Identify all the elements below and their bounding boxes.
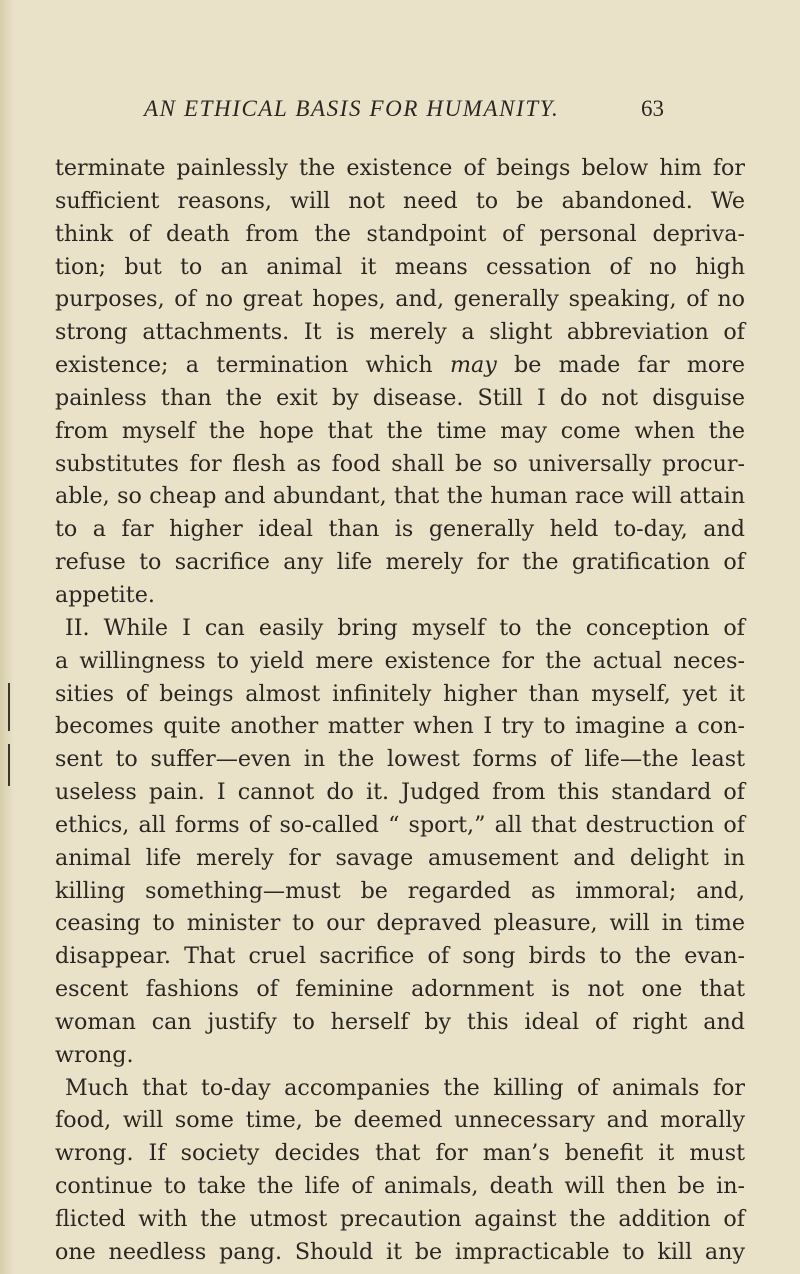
text-line: sities of beings almost infinitely higher than myself, yet it: [55, 680, 745, 707]
text-line: animal life merely for savage amusement and delight in: [55, 844, 745, 871]
text-line: appetite.: [55, 581, 155, 608]
text-line: killing something—must be regarded as immoral; and,: [55, 877, 745, 904]
text-line: substitutes for flesh as food shall be so universally procur-: [55, 450, 745, 477]
text-line: ethics, all forms of so-called “ sport,” all that destruction of: [55, 811, 745, 838]
text-line: strong attachments. It is merely a slight abbreviation of: [55, 319, 745, 346]
text-line: continue to take the life of animals, death will then be in-: [55, 1173, 745, 1200]
text-line: disappear. That cruel sacrifice of song birds to the evan-: [55, 943, 745, 970]
running-head: AN ETHICAL BASIS FOR HUMANITY.: [144, 96, 560, 121]
emphasis-word: may: [449, 352, 497, 379]
text-line: refuse to sacrifice any life merely for the gratification of: [55, 549, 745, 576]
text-segment: existence; a termination which: [55, 352, 450, 379]
body-text: [55, 152, 745, 1269]
text-line: sent to suffer—even in the lowest forms of life—the least: [55, 746, 745, 773]
text-line: woman can justify to herself by this ideal of right and: [55, 1008, 745, 1035]
text-line: sufficient reasons, will not need to be abandoned. We: [55, 187, 745, 214]
page-edge-shadow: [0, 0, 14, 1274]
text-line: flicted with the utmost precaution against the addition of: [55, 1206, 745, 1232]
text-line: painless than the exit by disease. Still I do not disguise: [55, 384, 745, 411]
text-line: useless pain. I cannot do it. Judged from this standard of: [55, 779, 745, 806]
text-line: one needless pang. Should it be impracticable to kill any: [55, 1238, 745, 1265]
text-line: to a far higher ideal than is generally held to-day, and: [55, 516, 745, 543]
page-number: 63: [641, 96, 664, 121]
text-line: purposes, of no great hopes, and, generally speaking, of no: [55, 286, 745, 313]
text-line: becomes quite another matter when I try to imagine a con-: [55, 713, 745, 740]
text-line: II. While I can easily bring myself to the conception of: [65, 614, 745, 641]
text-line: terminate painlessly the existence of beings below him for: [55, 155, 745, 181]
text-line: [55, 349, 745, 382]
text-line: Much that to-day accompanies the killing of animals for: [65, 1074, 745, 1101]
text-segment: be made far more: [496, 352, 746, 379]
text-line: tion; but to an animal it means cessation of no high: [55, 253, 745, 280]
text-line: think of death from the standpoint of personal depriva-: [55, 220, 745, 247]
text-line: a willingness to yield mere existence for the actual neces-: [55, 647, 745, 674]
text-line: able, so cheap and abundant, that the human race will attain: [55, 483, 745, 510]
text-line: wrong.: [55, 1041, 134, 1068]
text-line: from myself the hope that the time may come when the: [55, 417, 745, 444]
margin-mark: [8, 683, 10, 731]
text-line: escent fashions of feminine adornment is not one that: [55, 976, 745, 1003]
margin-mark: [8, 744, 10, 786]
text-line: wrong. If society decides that for man’s benefit it must: [55, 1140, 745, 1167]
text-line: ceasing to minister to our depraved pleasure, will in time: [55, 910, 745, 937]
text-line: food, will some time, be deemed unnecessary and morally: [55, 1107, 745, 1134]
page-header: [144, 92, 664, 136]
